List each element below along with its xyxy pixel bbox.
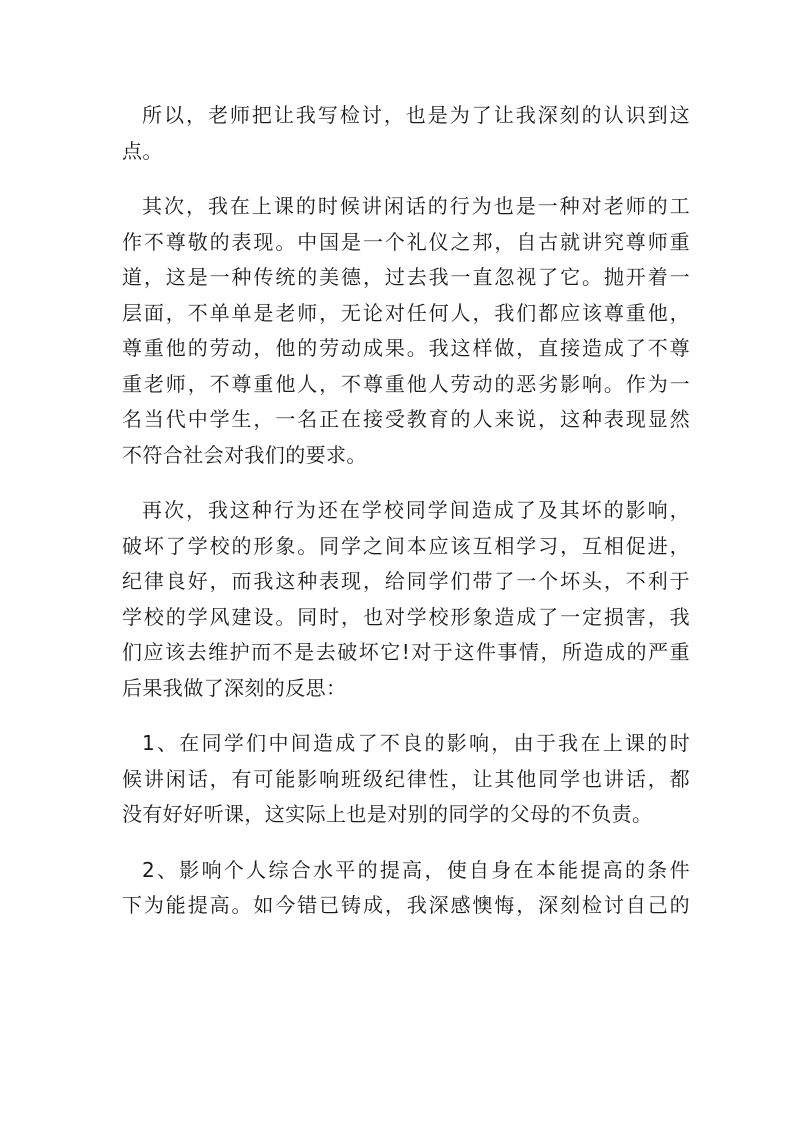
text-line: 后果我做了深刻的反思： (122, 675, 347, 700)
document-body (122, 98, 690, 944)
text-line: 学校的学风建设。同时，也对学校形象造成了一定损害，我 (122, 604, 690, 629)
text-line: 纪律良好，而我这种表现，给同学们带了一个坏头，不利于 (122, 569, 690, 593)
text-line: 所以，老师把让我写检讨，也是为了让我深刻的认识到这 (142, 103, 690, 127)
paragraph-5 (122, 853, 690, 924)
paragraph-4 (122, 726, 690, 833)
text-line: 下为能提高。如今错已铸成，我深感懊悔，深刻检讨自己的 (122, 893, 690, 917)
text-line: 2、影响个人综合水平的提高，使自身在本能提高的条件 (142, 857, 690, 882)
text-line: 点。 (122, 138, 163, 163)
text-line: 破坏了学校的形象。同学之间本应该互相学习，互相促进， (122, 533, 690, 558)
text-line: 候讲闲话，有可能影响班级纪律性，让其他同学也讲话，都 (122, 766, 690, 791)
text-line: 作不尊敬的表现。中国是一个礼仪之邦，自古就讲究尊师重 (122, 229, 690, 254)
text-line: 1、在同学们中间造成了不良的影响，由于我在上课的时 (142, 731, 690, 755)
text-line: 尊重他的劳动，他的劳动成果。我这样做，直接造成了不尊 (122, 336, 690, 360)
text-line: 重老师，不尊重他人，不尊重他人劳动的恶劣影响。作为一 (122, 371, 690, 396)
text-line: 名当代中学生，一名正在接受教育的人来说，这种表现显然 (122, 407, 690, 431)
text-line: 再次，我这种行为还在学校同学间造成了及其坏的影响， (142, 498, 690, 522)
paragraph-3 (122, 493, 690, 706)
text-line: 其次，我在上课的时候讲闲话的行为也是一种对老师的工 (142, 194, 690, 218)
text-line: 们应该去维护而不是去破坏它!对于这件事情，所造成的严重 (122, 640, 690, 664)
text-line: 不符合社会对我们的要求。 (122, 442, 367, 467)
text-line: 层面，不单单是老师，无论对任何人，我们都应该尊重他， (122, 300, 690, 325)
text-line: 道，这是一种传统的美德，过去我一直忽视了它。抛开着一 (122, 265, 690, 289)
text-line: 没有好好听课，这实际上也是对别的同学的父母的不负责。 (122, 802, 653, 826)
paragraph-1 (122, 98, 690, 169)
paragraph-2 (122, 189, 690, 473)
